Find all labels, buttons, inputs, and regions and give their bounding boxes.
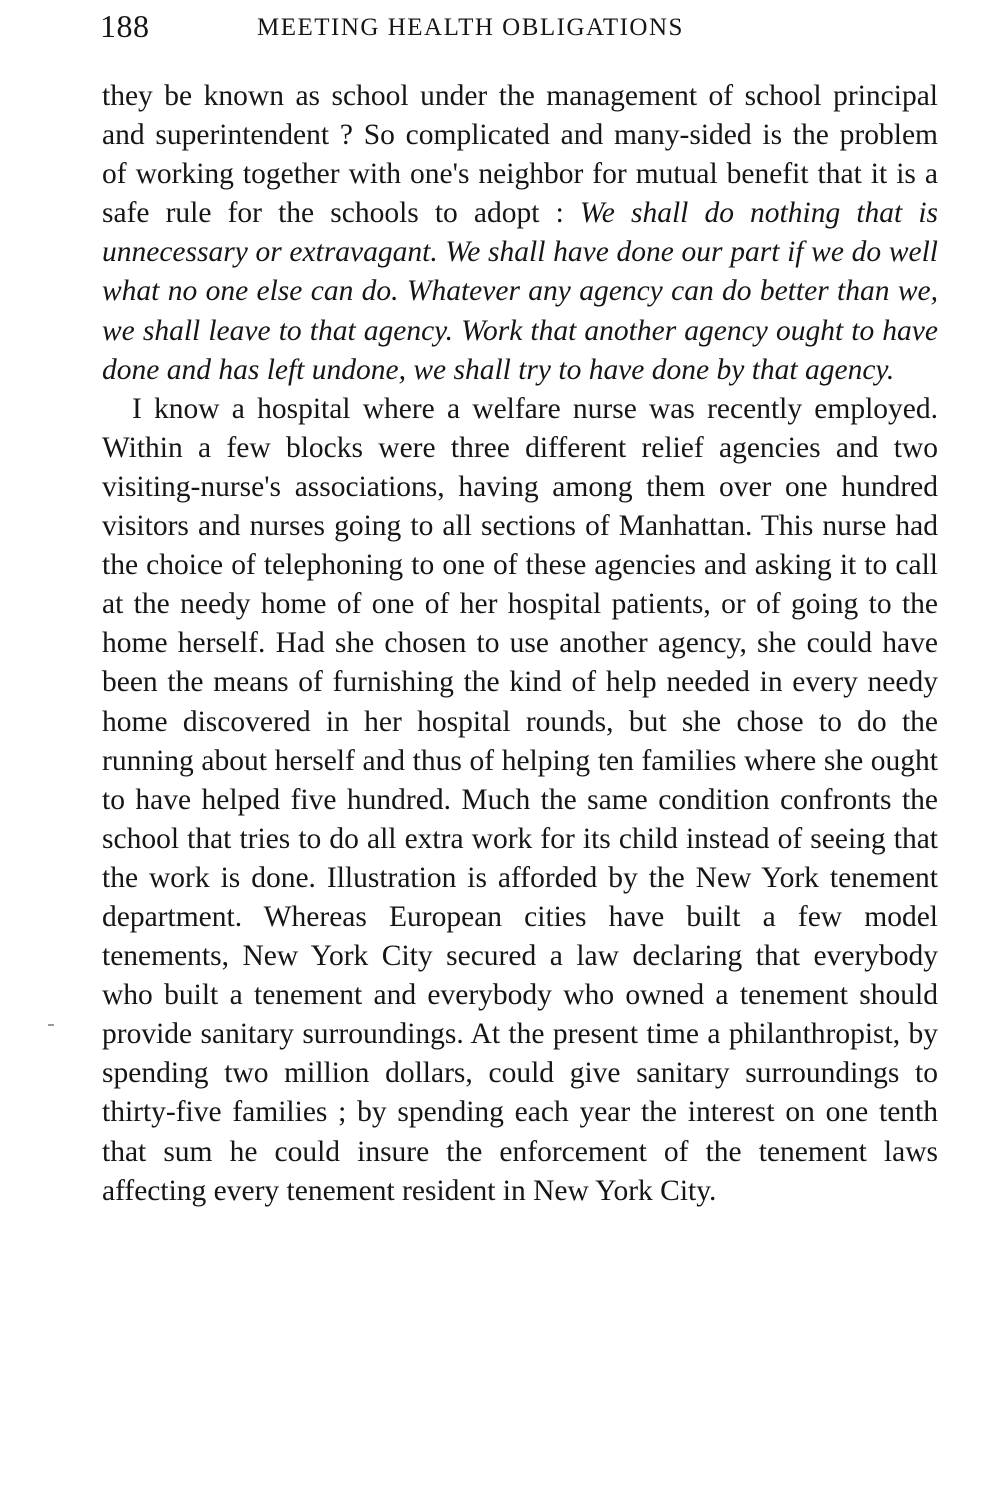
paragraph-lead-text: they be known as school under the management of school principal and superintendent ? So complicated and many-sided is the problem of working together with one's neighbor for mutual benefit that it is a safe rule for the schools to adopt : (102, 80, 938, 230)
margin-speck (48, 1024, 54, 1026)
page-number: 188 (100, 8, 150, 44)
paragraph-hospital-example: I know a hospital where a welfare nurse was recently employed. Within a few blocks were three different relief agencies and two visiting-nurse's associations, having among them over one hundred visitors and nurses going to all sections of Manhattan. This nurse had the choice of telephoning to one of these agencies and asking it to call at the needy home of one of her hospital patients, or of going to the home herself. Had she chosen to use another agency, she could have been the means of furnishing the kind of help needed in every needy home discovered in her hospital rounds, but she chose to do the running about herself and thus of helping ten families where she ought to have helped five hundred. Much the same condition confronts the school that tries to do all extra work for its child instead of seeing that the work is done. Illustration is afforded by the New York tenement department. Whereas European cities have built a few model tenements, New York City secured a law declaring that everybody who built a tenement and everybody who owned a tenement should provide sanitary surroundings. At the present time a philanthropist, by spending two million dollars, could give sanitary surroundings to thirty-five families ; by spending each year the interest on one tenth that sum he could insure the enforcement of the tenement laws affecting every tenement resident in New York City. (102, 392, 938, 1207)
running-head (100, 8, 938, 58)
paragraph-continuation (102, 77, 938, 390)
italic-rule-text: We shall do nothing that is unnecessary or extravagant. We shall have done our part if we do well what no one else can do. Whatever any agency can do better than we, we shall leave to that agency. Work that another agency ought to have done and has left undone, we shall try to have done by that agency. (102, 197, 938, 386)
running-title: MEETING HEALTH OBLIGATIONS (257, 14, 684, 41)
body-text (102, 77, 938, 1211)
